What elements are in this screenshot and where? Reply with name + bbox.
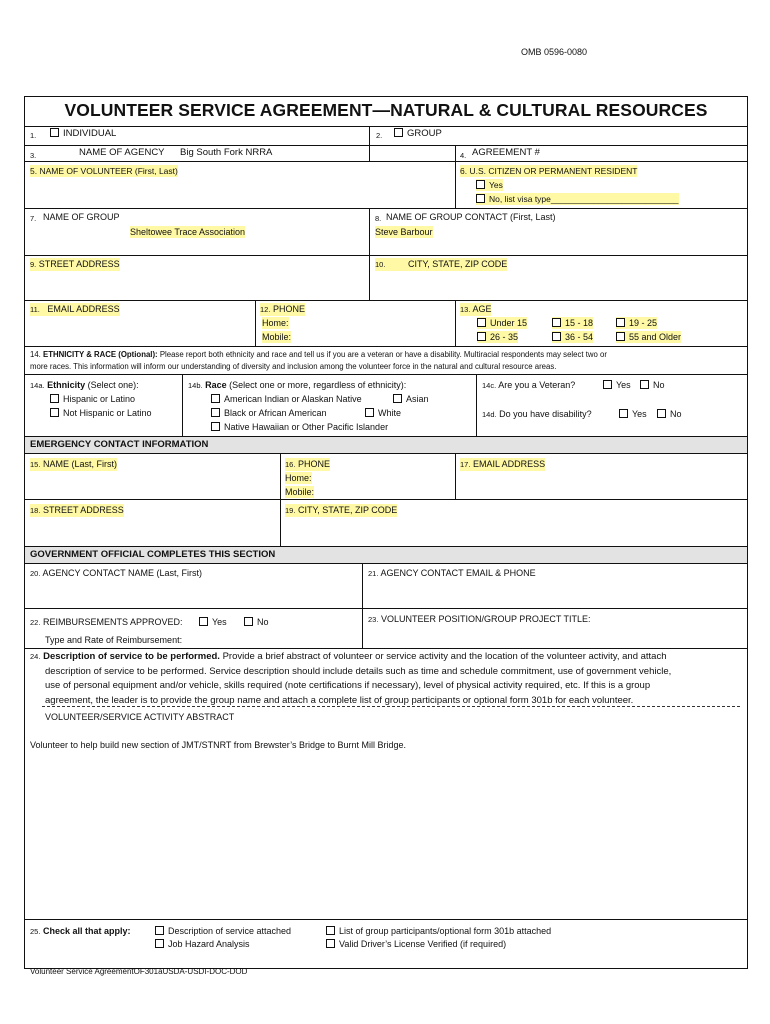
emergency-street-field[interactable]: 18. STREET ADDRESS [30,505,124,515]
checkbox-icon [50,128,59,137]
attachment-checkbox[interactable]: Description of service attached [155,925,291,937]
agency-name-label: NAME OF AGENCY [79,147,165,158]
reimbursement-no-checkbox[interactable]: No [244,616,269,628]
checkbox-icon [477,318,486,327]
checkbox-icon [477,332,486,341]
checkbox-icon [211,408,220,417]
checkbox-icon [552,318,561,327]
group-name-value[interactable]: Sheltowee Trace Association [130,227,246,237]
emergency-contact-header: EMERGENCY CONTACT INFORMATION [30,439,209,450]
omb-number: OMB 0596-0080 [521,47,588,57]
checkbox-icon [365,408,374,417]
checkbox-icon [211,422,220,431]
race-option[interactable]: Asian [393,393,429,405]
ethnicity-option[interactable]: Not Hispanic or Latino [50,407,152,419]
checkbox-icon [155,939,164,948]
checkbox-icon [616,318,625,327]
group-contact-value[interactable]: Steve Barbour [375,227,433,237]
checkbox-icon [199,617,208,626]
ethnicity-intro: 14. ETHNICITY & RACE (Optional): Please report both ethnicity and race and tell us if you are a veteran or have a disability. Multiracial respondents may select two or [30,350,607,359]
agency-name-value[interactable]: Big South Fork NRRA [180,147,273,158]
age-option[interactable]: 19 - 25 [616,317,657,329]
attachment-checkbox[interactable]: Job Hazard Analysis [155,938,250,950]
volunteer-name-field[interactable]: 5. NAME OF VOLUNTEER (First, Last) [30,166,178,176]
government-section-header: GOVERNMENT OFFICIAL COMPLETES THIS SECTION [30,549,276,560]
ethnicity-label: 14a. Ethnicity (Select one): [30,380,139,390]
checkbox-icon [657,409,666,418]
individual-checkbox[interactable]: INDIVIDUAL [50,128,116,140]
citizen-yes-checkbox[interactable]: Yes [476,179,503,191]
email-field[interactable]: 11. EMAIL ADDRESS [30,304,120,314]
attachment-checkbox[interactable]: Valid Driver’s License Verified (if required) [326,938,506,950]
group-contact-label: NAME OF GROUP CONTACT (First, Last) [386,212,556,222]
age-option[interactable]: 36 - 54 [552,331,593,343]
phone-label: 12. PHONE [260,304,305,314]
race-label: 14b. Race (Select one or more, regardless of ethnicity): [188,380,407,390]
citizen-label: 6. U.S. CITIZEN OR PERMANENT RESIDENT [460,166,638,176]
veteran-question: 14c. Are you a Veteran? [482,380,576,390]
veteran-no-checkbox[interactable]: No [640,379,665,391]
checkbox-icon [211,394,220,403]
emergency-email-field[interactable]: 17. EMAIL ADDRESS [460,459,546,469]
ethnicity-option[interactable]: Hispanic or Latino [50,393,135,405]
checkbox-icon [326,926,335,935]
checkbox-icon [603,380,612,389]
reimbursement-yes-checkbox[interactable]: Yes [199,616,227,628]
agency-contact-name-field[interactable]: 20. AGENCY CONTACT NAME (Last, First) [30,568,202,578]
age-label: 13. AGE [460,304,492,314]
emergency-home-phone[interactable]: Home: [285,473,312,483]
home-phone-field[interactable]: Home: [262,318,289,328]
checkbox-icon [552,332,561,341]
checkbox-icon [476,180,485,189]
checkbox-icon [155,926,164,935]
group-name-label: NAME OF GROUP [43,212,120,222]
checkbox-icon [619,409,628,418]
race-option[interactable]: American Indian or Alaskan Native [211,393,362,405]
race-option[interactable]: Native Hawaiian or Other Pacific Islander [211,421,388,433]
reimbursement-type-field[interactable]: Type and Rate of Reimbursement: [45,635,183,645]
checkbox-icon [244,617,253,626]
attachment-checkbox[interactable]: List of group participants/optional form 301b attached [326,925,551,937]
checkbox-icon [394,128,403,137]
check-all-label: 25. Check all that apply: [30,926,131,936]
emergency-phone-label: 16. PHONE [285,459,330,469]
checkbox-icon [476,194,485,203]
project-title-field[interactable]: 23. VOLUNTEER POSITION/GROUP PROJECT TITLE: [368,614,591,624]
disability-question: 14d. Do you have disability? [482,409,592,419]
age-option[interactable]: Under 15 [477,317,527,329]
group-checkbox[interactable]: GROUP [394,128,442,140]
agency-contact-email-field[interactable]: 21. AGENCY CONTACT EMAIL & PHONE [368,568,536,578]
street-address-field[interactable]: 9. STREET ADDRESS [30,259,120,269]
checkbox-icon [50,408,59,417]
disability-yes-checkbox[interactable]: Yes [619,408,647,420]
ethnicity-intro-2: more races. This information will inform our understanding of diversity and inclusion among the volunteer force in the natural and cultural resource areas. [30,362,557,371]
mobile-phone-field[interactable]: Mobile: [262,332,292,342]
checkbox-icon [326,939,335,948]
age-option[interactable]: 55 and Older [616,331,681,343]
age-option[interactable]: 26 - 35 [477,331,518,343]
form-title: VOLUNTEER SERVICE AGREEMENT—NATURAL & CULTURAL RESOURCES [64,100,708,120]
race-option[interactable]: Black or African American [211,407,327,419]
emergency-city-field[interactable]: 19. CITY, STATE, ZIP CODE [285,505,398,515]
age-option[interactable]: 15 - 18 [552,317,593,329]
emergency-mobile-phone[interactable]: Mobile: [285,487,315,497]
veteran-yes-checkbox[interactable]: Yes [603,379,631,391]
abstract-text[interactable]: Volunteer to help build new section of JMT/STNRT from Brewster’s Bridge to Burnt Mill Bridge. [30,740,406,750]
description-instructions: 24. Description of service to be performed. Provide a brief abstract of volunteer or service activity and the location of the volunteer activity, and attach description of service to be performed. Service description should include details such as time and schedule commitment, use of government vehicle, use of personal equipment and/or vehicle, skills required (note certifications if necessary), level of physical activity required, etc. If this is a group agreement, the leader is to provide the group name and attach a complete list of group participants or optional form 301b for each volunteer. [30,651,672,706]
checkbox-icon [640,380,649,389]
agreement-number-field[interactable]: AGREEMENT # [472,147,540,158]
reimbursements-label: 22. REIMBURSEMENTS APPROVED: [30,617,183,627]
checkbox-icon [50,394,59,403]
footer-text: Volunteer Service AgreementOF301aUSDA-USDI-DOC-DOD [30,967,248,976]
checkbox-icon [616,332,625,341]
race-option[interactable]: White [365,407,401,419]
citizen-no-checkbox[interactable]: No, list visa type___________________________ [476,193,679,205]
disability-no-checkbox[interactable]: No [657,408,682,420]
emergency-name-field[interactable]: 15. NAME (Last, First) [30,459,117,469]
city-state-zip-field[interactable]: 10. CITY, STATE, ZIP CODE [375,259,508,269]
abstract-label: VOLUNTEER/SERVICE ACTIVITY ABSTRACT [45,712,235,722]
checkbox-icon [393,394,402,403]
